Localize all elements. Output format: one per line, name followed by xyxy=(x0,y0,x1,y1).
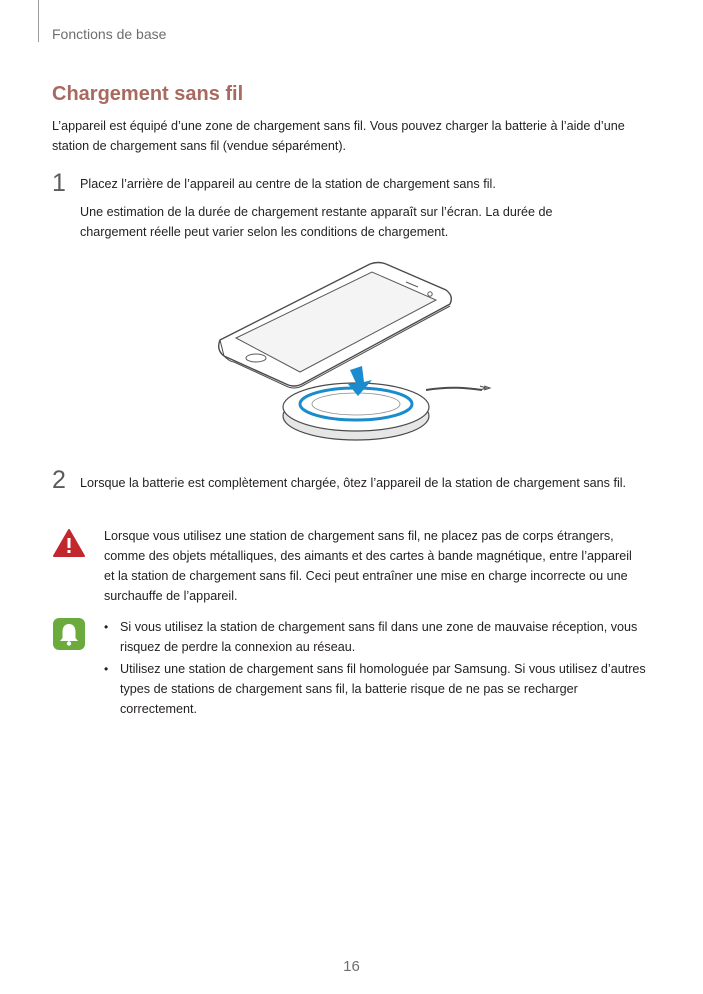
list-item xyxy=(104,617,654,657)
step-2-text: Lorsque la batterie est complètement chargée, ôtez l’appareil de la station de chargement sans fil. xyxy=(80,476,627,490)
step-2-number: 2 xyxy=(52,466,66,494)
charger-cable xyxy=(426,388,482,390)
bullet-dot: • xyxy=(104,620,109,634)
step-1-note: Une estimation de la durée de chargement restante apparaît sur l’écran. La durée de chargement réelle peut varier selon les conditions de chargement. xyxy=(80,205,553,239)
header-rule xyxy=(38,0,39,42)
step-1-text: Placez l’arrière de l’appareil au centre de la station de chargement sans fil. xyxy=(80,177,496,191)
bell-icon xyxy=(52,617,86,651)
notice-list xyxy=(104,617,654,721)
warning-text: Lorsque vous utilisez une station de chargement sans fil, ne placez pas de corps étrangers, comme des objets métalliques, des aimants et des cartes à bande magnétique, entre l’appareil et la station de chargement sans fil. Ceci peut entraîner une mise en charge incorrecte ou une surchauffe de l’appareil. xyxy=(104,529,632,603)
bullet-dot: • xyxy=(104,662,109,676)
list-item xyxy=(104,659,654,719)
section-label: Fonctions de base xyxy=(52,26,167,42)
warning-triangle-icon xyxy=(52,528,86,558)
notice-item-text: Si vous utilisez la station de chargement sans fil dans une zone de mauvaise réception, vous risquez de perdre la connexion au réseau. xyxy=(120,620,638,654)
phone xyxy=(219,263,452,389)
page-number: 16 xyxy=(343,958,360,975)
step-1-number: 1 xyxy=(52,169,66,197)
phone-on-charger-illustration xyxy=(210,258,500,444)
intro-paragraph: L’appareil est équipé d’une zone de chargement sans fil. Vous pouvez charger la batterie à l’aide d’une station de chargement sans fil (vendue séparément). xyxy=(52,119,625,153)
notice-item-text: Utilisez une station de chargement sans fil homologuée par Samsung. Si vous utilisez d’autres types de stations de chargement sans fil, la batterie risque de ne pas se recharger correctement. xyxy=(120,662,646,716)
page-title: Chargement sans fil xyxy=(52,83,244,105)
